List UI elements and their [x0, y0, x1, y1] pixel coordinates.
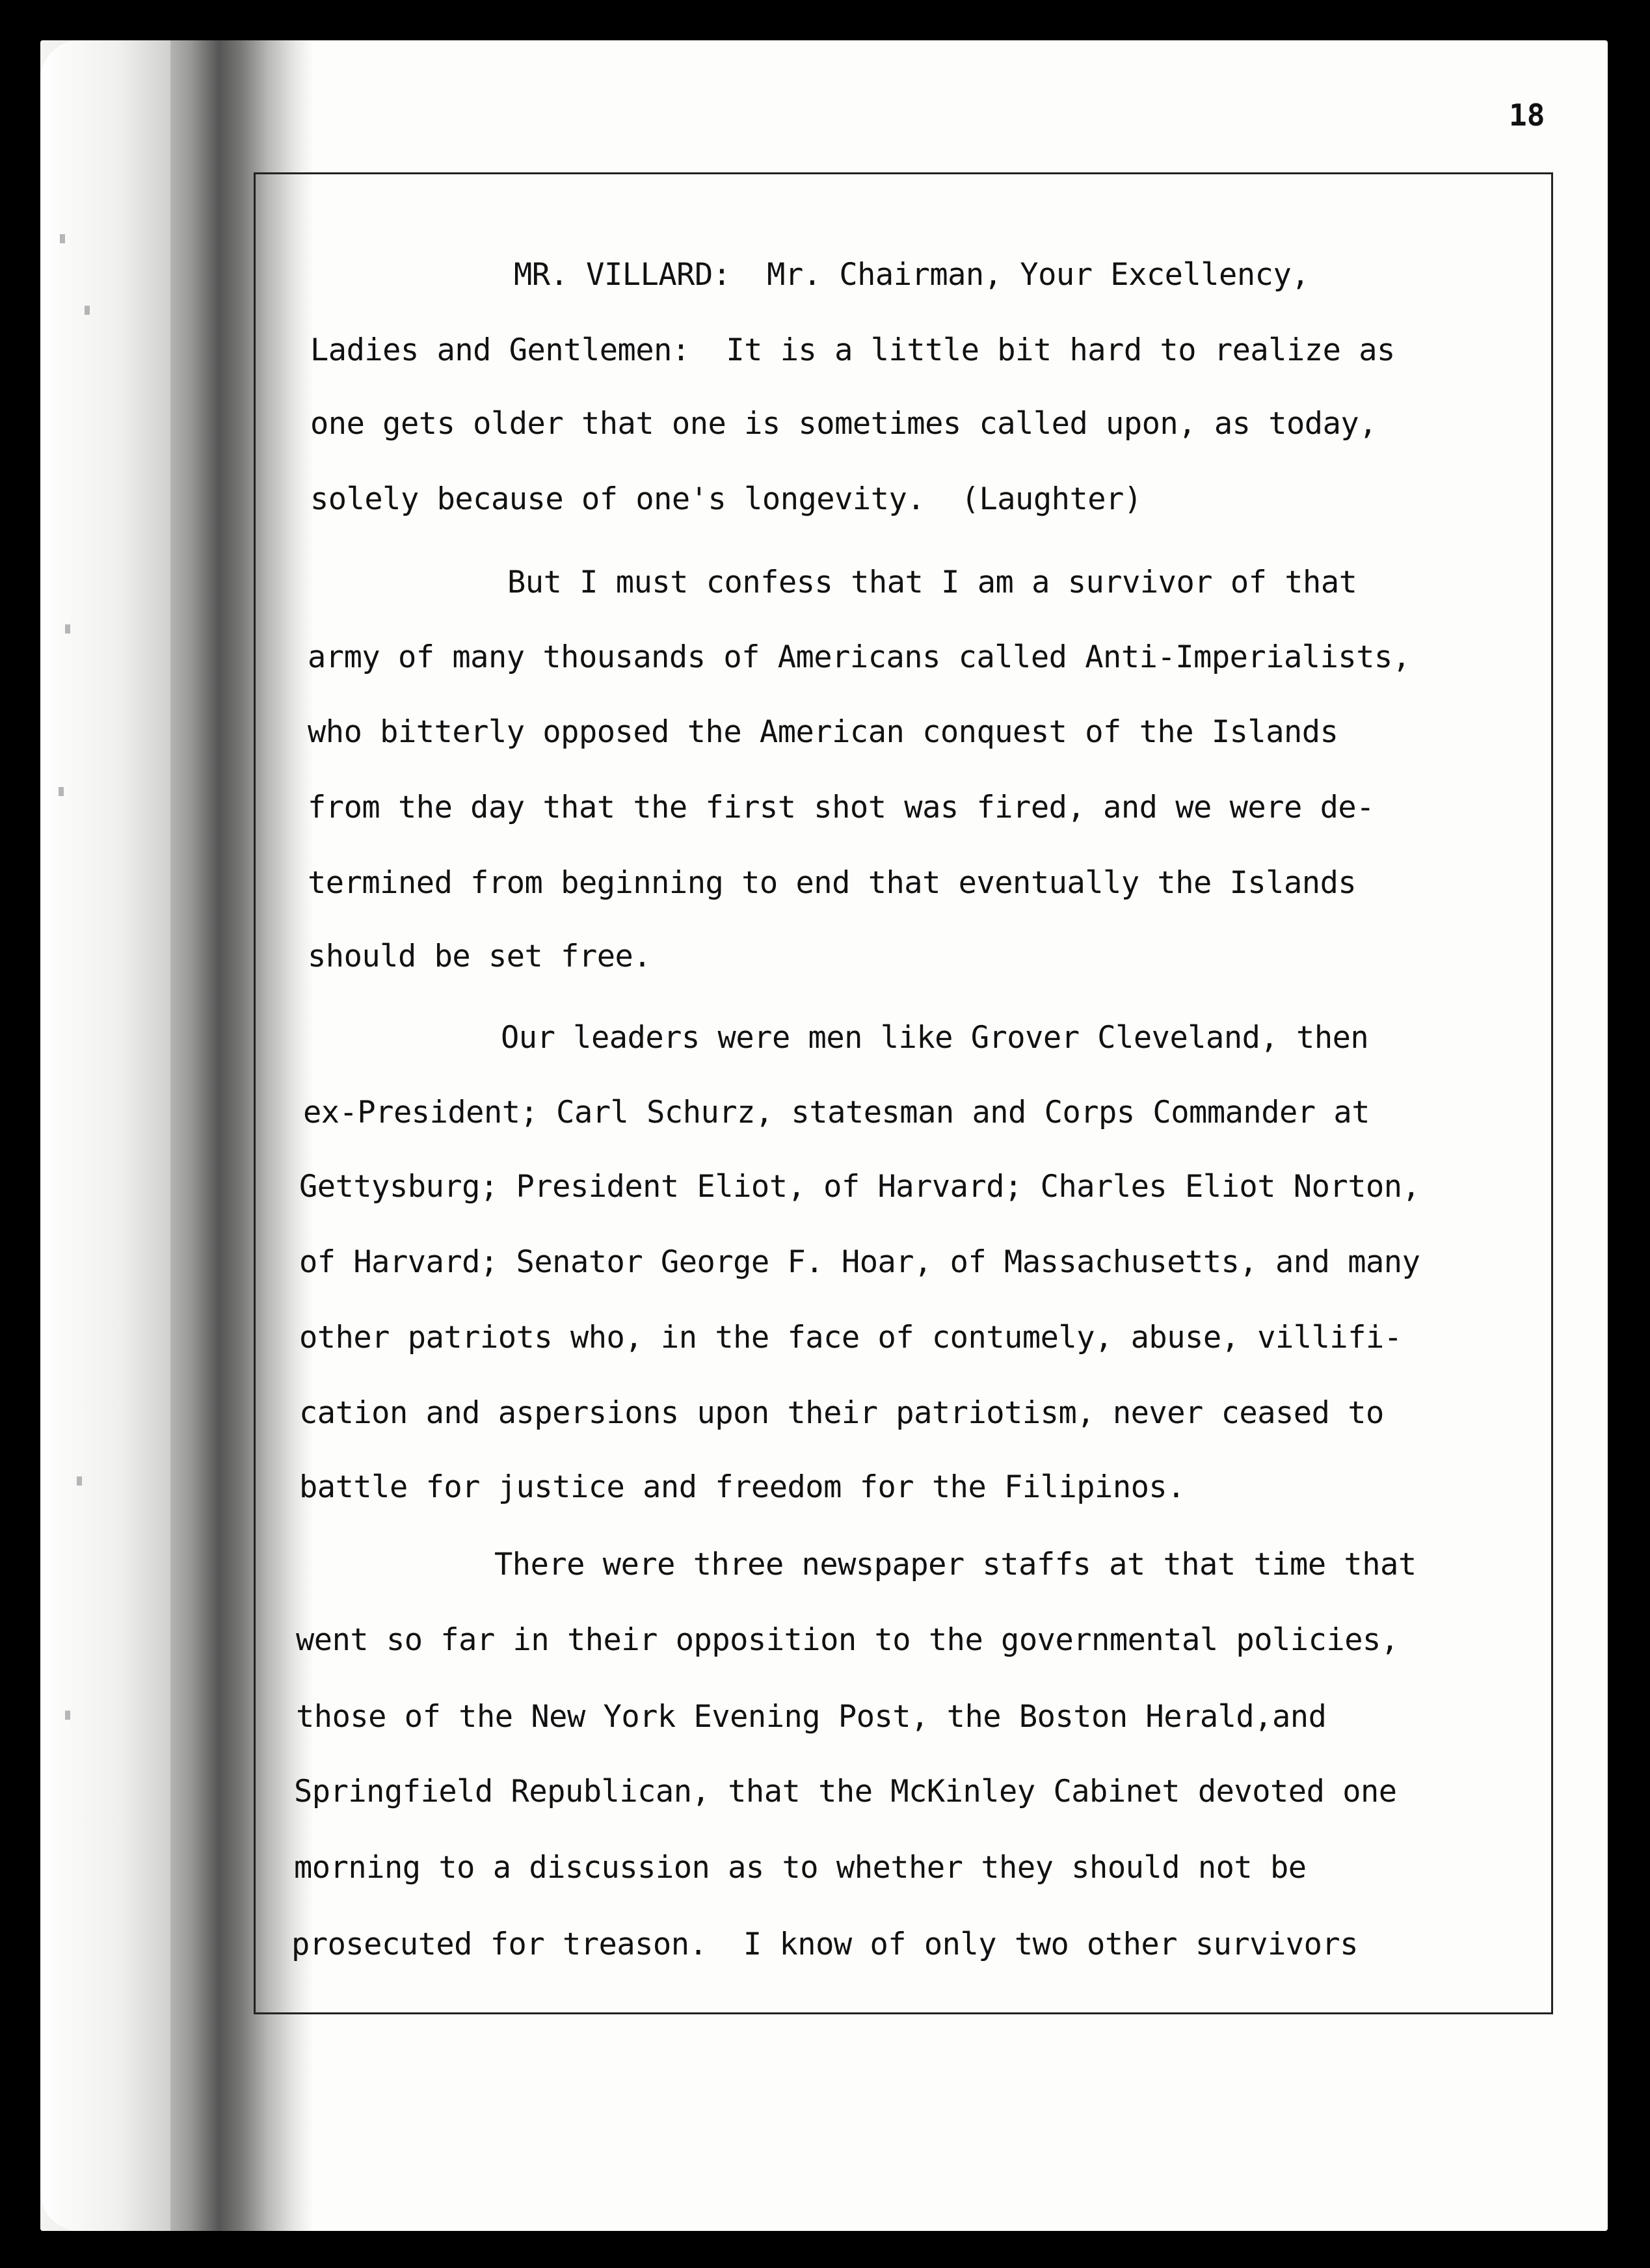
margin-speck	[85, 306, 90, 315]
text-line: solely because of one's longevity. (Laughter)	[310, 481, 1142, 517]
text-line: army of many thousands of Americans called Anti-Imperialists,	[308, 639, 1411, 675]
binding-edge	[40, 40, 170, 2231]
text-line: But I must confess that I am a survivor of that	[507, 565, 1357, 600]
text-line: Ladies and Gentlemen: It is a little bit hard to realize as	[310, 332, 1395, 368]
text-line: prosecuted for treason. I know of only two other survivors	[291, 1927, 1358, 1962]
text-line: cation and aspersions upon their patriotism, never ceased to	[299, 1395, 1384, 1431]
text-line: There were three newspaper staffs at that time that	[494, 1547, 1417, 1582]
text-line: of Harvard; Senator George F. Hoar, of Massachusetts, and many	[299, 1244, 1420, 1280]
text-line: went so far in their opposition to the governmental policies,	[296, 1622, 1399, 1658]
text-line: Gettysburg; President Eliot, of Harvard; Charles Eliot Norton,	[299, 1169, 1420, 1205]
text-line: ex-President; Carl Schurz, statesman and Corps Commander at	[303, 1095, 1370, 1130]
text-line: should be set free.	[308, 939, 652, 974]
text-line: termined from beginning to end that eventually the Islands	[308, 865, 1357, 901]
text-line: battle for justice and freedom for the Filipinos.	[299, 1469, 1186, 1505]
margin-speck	[65, 624, 70, 634]
margin-speck	[60, 234, 65, 243]
text-line: morning to a discussion as to whether they should not be	[294, 1850, 1307, 1886]
text-line: one gets older that one is sometimes called upon, as today,	[310, 406, 1377, 442]
text-line: Springfield Republican, that the McKinley Cabinet devoted one	[294, 1774, 1397, 1809]
text-line: who bitterly opposed the American conquest of the Islands	[308, 714, 1338, 750]
margin-speck	[65, 1711, 70, 1720]
text-line: MR. VILLARD: Mr. Chairman, Your Excellency,	[514, 257, 1310, 293]
margin-speck	[59, 787, 64, 796]
text-line: other patriots who, in the face of contumely, abuse, villifi-	[299, 1320, 1402, 1355]
text-line: those of the New York Evening Post, the Boston Herald,and	[296, 1699, 1327, 1735]
page-number: 18	[1509, 98, 1545, 133]
text-line: Our leaders were men like Grover Cleveland, then	[501, 1020, 1369, 1056]
margin-speck	[77, 1476, 82, 1486]
text-line: from the day that the first shot was fired, and we were de-	[308, 790, 1374, 825]
